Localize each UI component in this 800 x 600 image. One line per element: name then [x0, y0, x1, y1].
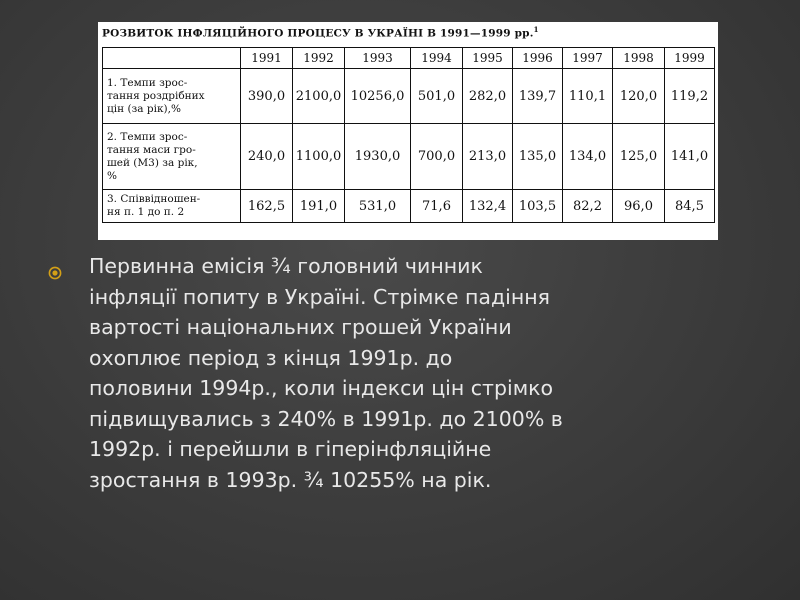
- table-cell: 119,2: [665, 69, 715, 124]
- table-cell: 135,0: [513, 124, 563, 190]
- year-header: 1998: [613, 48, 665, 69]
- row-label-line: шей (М3) за рік,: [107, 156, 198, 169]
- circle-bullet-icon: [48, 265, 62, 279]
- table-cell: 240,0: [241, 124, 293, 190]
- table-cell: 120,0: [613, 69, 665, 124]
- table-cell: 282,0: [463, 69, 513, 124]
- table-cell: 139,7: [513, 69, 563, 124]
- table-cell: 82,2: [563, 190, 613, 223]
- text-line: половини 1994р., коли індекси цін стрімко: [89, 376, 554, 400]
- row-label-line: 1. Темпи зрос-: [107, 76, 188, 89]
- table-cell: 162,5: [241, 190, 293, 223]
- year-header: 1994: [411, 48, 463, 69]
- year-header: 1999: [665, 48, 715, 69]
- bullet-text: [89, 251, 764, 495]
- text-line: підвищувались з 240% в 1991р. до 2100% в: [89, 406, 563, 431]
- table-row-money-supply: [103, 124, 715, 190]
- table-cell: 213,0: [463, 124, 513, 190]
- table-cell: 531,0: [345, 190, 411, 223]
- table-row-ratio: [103, 190, 715, 223]
- table-cell: 103,5: [513, 190, 563, 223]
- table-cell: 96,0: [613, 190, 665, 223]
- table-cell: 71,6: [411, 190, 463, 223]
- row-label: [103, 190, 241, 223]
- row-label-line: тання маси гро-: [107, 143, 196, 156]
- row-label: [103, 69, 241, 124]
- inflation-table: [102, 47, 715, 223]
- table-cell: 191,0: [293, 190, 345, 223]
- text-line: вартості національних грошей України: [89, 315, 512, 339]
- table-cell: 125,0: [613, 124, 665, 190]
- row-label-line: 2. Темпи зрос-: [107, 130, 188, 143]
- table-cell: 10256,0: [345, 69, 411, 124]
- row-label-line: 3. Співвідношен-: [107, 193, 201, 205]
- table-cell: 700,0: [411, 124, 463, 190]
- table-cell: 84,5: [665, 190, 715, 223]
- table-cell: 141,0: [665, 124, 715, 190]
- year-header: 1997: [563, 48, 613, 69]
- inflation-table-image: [98, 22, 718, 240]
- row-label-line: %: [107, 169, 117, 182]
- table-cell: 110,1: [563, 69, 613, 124]
- header-corner: [103, 48, 241, 69]
- text-line: охоплює період з кінця 1991р. до: [89, 345, 453, 370]
- year-header: 1996: [513, 48, 563, 69]
- table-cell: 501,0: [411, 69, 463, 124]
- text-line: 1992р. і перейшли в гіперінфляційне: [89, 437, 492, 461]
- table-cell: 2100,0: [293, 69, 345, 124]
- row-label-line: тання роздрібних: [107, 89, 205, 102]
- table-title-footnote: 1: [533, 25, 539, 34]
- text-line: інфляції попиту в Україні. Стрімке падіння: [89, 284, 550, 309]
- row-label: [103, 124, 241, 190]
- table-header-row: [103, 48, 715, 69]
- table-cell: 1930,0: [345, 124, 411, 190]
- year-header: 1992: [293, 48, 345, 69]
- table-row-retail-prices: [103, 69, 715, 124]
- row-label-line: цін (за рік),%: [107, 102, 181, 115]
- table-title: [102, 25, 692, 40]
- table-cell: 390,0: [241, 69, 293, 124]
- year-header: 1993: [345, 48, 411, 69]
- text-line: зростання в 1993р. ¾ 10255% на рік.: [89, 467, 492, 492]
- table-cell: 1100,0: [293, 124, 345, 190]
- table-title-text: РОЗВИТОК ІНФЛЯЦІЙНОГО ПРОЦЕСУ В УКРАЇНІ В 1991—1999 рр.: [102, 27, 534, 40]
- table-cell: 132,4: [463, 190, 513, 223]
- row-label-line: ня п. 1 до п. 2: [107, 206, 185, 218]
- text-line: Первинна емісія ¾ головний чинник: [89, 254, 483, 278]
- year-header: 1991: [241, 48, 293, 69]
- year-header: 1995: [463, 48, 513, 69]
- table-cell: 134,0: [563, 124, 613, 190]
